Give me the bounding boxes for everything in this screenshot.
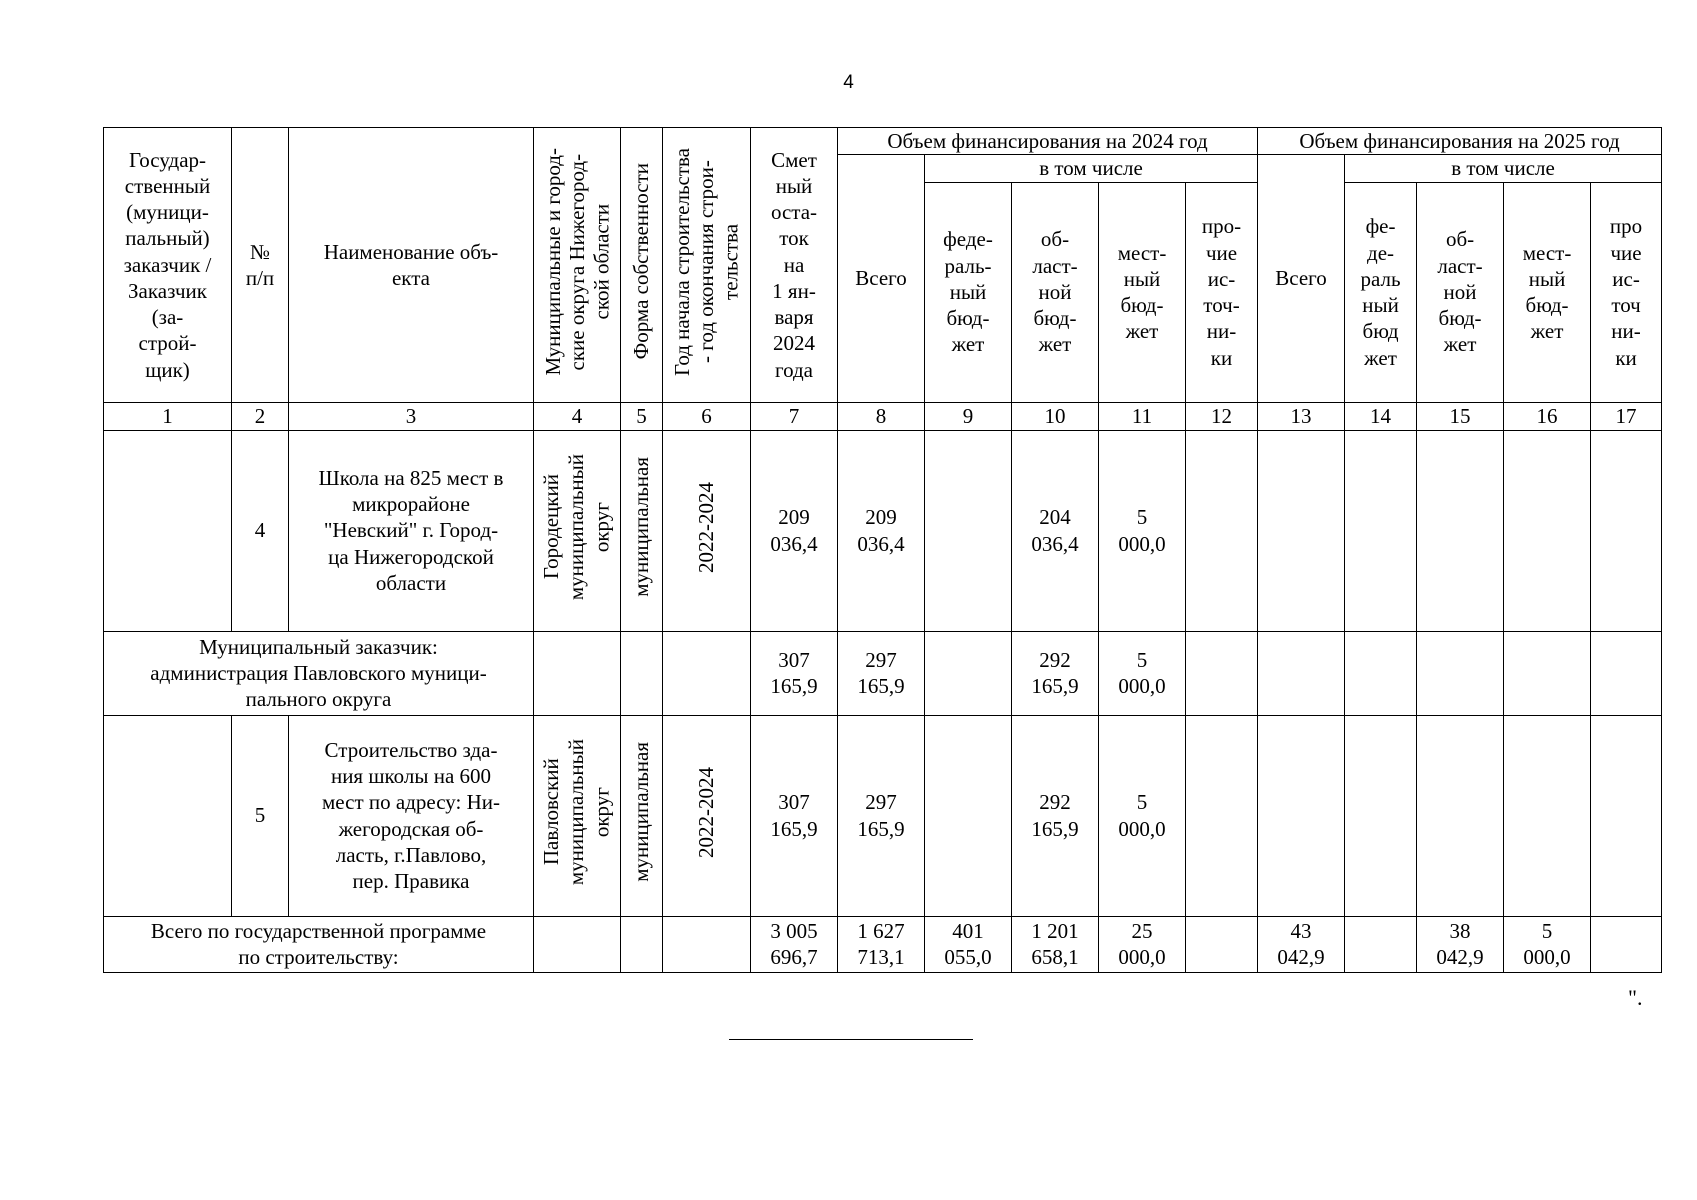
cell-federal-2024: 401 055,0 (925, 916, 1012, 972)
cell-regional-2025 (1417, 715, 1504, 916)
header-other-2024: про- чие ис- точ- ни- ки (1186, 182, 1258, 402)
column-number: 9 (925, 402, 1012, 430)
table-row (104, 430, 1662, 631)
cell-total-2025: 43 042,9 (1258, 916, 1345, 972)
column-number: 8 (838, 402, 925, 430)
header-regional-2024: об- ласт- ной бюд- жет (1012, 182, 1099, 402)
column-number: 6 (663, 402, 751, 430)
cell-other-2025 (1591, 430, 1662, 631)
cell-local-2025 (1504, 430, 1591, 631)
cell-local-2024: 5 000,0 (1099, 430, 1186, 631)
separator-line (729, 1039, 973, 1040)
cell-regional-2025: 38 042,9 (1417, 916, 1504, 972)
column-number-row (104, 402, 1662, 430)
cell-local-2024: 5 000,0 (1099, 715, 1186, 916)
header-municipal-districts: Муниципальные и город- ские округа Нижегород- ской области (534, 128, 621, 403)
construction-funding-table (103, 127, 1662, 973)
cell-years: 2022-2024 (663, 430, 751, 631)
header-object-name: Наименование объ- екта (289, 128, 534, 403)
column-number: 3 (289, 402, 534, 430)
cell-local-2024: 5 000,0 (1099, 631, 1186, 715)
header-local-2025: мест- ный бюд- жет (1504, 182, 1591, 402)
cell-object-name: Школа на 825 мест в микрорайоне "Невский" г. Город- ца Нижегородской области (289, 430, 534, 631)
cell-estimated-balance: 3 005 696,7 (751, 916, 838, 972)
header-total-2024: Всего (838, 155, 925, 402)
cell-years (663, 631, 751, 715)
cell-total-2025 (1258, 430, 1345, 631)
header-funding-2024: Объем финансирования на 2024 год (838, 128, 1258, 155)
cell-local-2025: 5 000,0 (1504, 916, 1591, 972)
cell-other-2025 (1591, 631, 1662, 715)
column-number: 13 (1258, 402, 1345, 430)
cell-other-2024 (1186, 916, 1258, 972)
closing-quote: ". (1628, 985, 1643, 1010)
cell-regional-2025 (1417, 430, 1504, 631)
cell-total-2024: 209 036,4 (838, 430, 925, 631)
cell-ownership: муниципальная (621, 430, 663, 631)
cell-total-2024: 1 627 713,1 (838, 916, 925, 972)
cell-federal-2024 (925, 430, 1012, 631)
column-number: 5 (621, 402, 663, 430)
cell-estimated-balance: 209 036,4 (751, 430, 838, 631)
cell-regional-2024: 292 165,9 (1012, 631, 1099, 715)
cell-regional-2024: 292 165,9 (1012, 715, 1099, 916)
cell-years: 2022-2024 (663, 715, 751, 916)
cell-ownership (621, 916, 663, 972)
table-row (104, 715, 1662, 916)
column-number: 2 (232, 402, 289, 430)
cell-federal-2025 (1345, 430, 1417, 631)
cell-district (534, 916, 621, 972)
header-customer: Государ- ственный (муници- пальный) заказчик / Заказчик (за- строй- щик) (104, 128, 232, 403)
cell-local-2025 (1504, 715, 1591, 916)
header-including-2025: в том числе (1345, 155, 1662, 182)
cell-total-2024: 297 165,9 (838, 631, 925, 715)
cell-estimated-balance: 307 165,9 (751, 631, 838, 715)
header-ownership: Форма собственности (621, 128, 663, 403)
column-number: 15 (1417, 402, 1504, 430)
cell-other-2025 (1591, 916, 1662, 972)
column-number: 7 (751, 402, 838, 430)
header-local-2024: мест- ный бюд- жет (1099, 182, 1186, 402)
header-regional-2025: об- ласт- ной бюд- жет (1417, 182, 1504, 402)
header-num: № п/п (232, 128, 289, 403)
column-number: 16 (1504, 402, 1591, 430)
header-other-2025: про чие ис- точ ни- ки (1591, 182, 1662, 402)
cell-ownership: муниципальная (621, 715, 663, 916)
column-number: 12 (1186, 402, 1258, 430)
header-estimated-balance: Смет ный оста- ток на 1 ян- варя 2024 года (751, 128, 838, 403)
cell-other-2025 (1591, 715, 1662, 916)
cell-regional-2024: 204 036,4 (1012, 430, 1099, 631)
header-total-2025: Всего (1258, 155, 1345, 402)
cell-regional-2024: 1 201 658,1 (1012, 916, 1099, 972)
page-number: 4 (843, 72, 854, 93)
cell-object-name: Строительство зда- ния школы на 600 мест по адресу: Ни- жегородская об- ласть, г.Павлово, пер. Правика (289, 715, 534, 916)
header-federal-2024: феде- раль- ный бюд- жет (925, 182, 1012, 402)
cell-local-2025 (1504, 631, 1591, 715)
column-number: 1 (104, 402, 232, 430)
cell-federal-2024 (925, 715, 1012, 916)
column-number: 4 (534, 402, 621, 430)
cell-federal-2025 (1345, 631, 1417, 715)
cell-num: 4 (232, 430, 289, 631)
cell-district: Павловский муниципальный округ (534, 715, 621, 916)
cell-customer (104, 430, 232, 631)
cell-total-2025 (1258, 715, 1345, 916)
header-including-2024: в том числе (925, 155, 1258, 182)
column-number: 17 (1591, 402, 1662, 430)
cell-estimated-balance: 307 165,9 (751, 715, 838, 916)
column-number: 10 (1012, 402, 1099, 430)
header-construction-years: Год начала строительства - год окончания строи- тельства (663, 128, 751, 403)
cell-district: Городецкий муниципальный округ (534, 430, 621, 631)
header-row-1 (104, 128, 1662, 155)
cell-district (534, 631, 621, 715)
cell-other-2024 (1186, 715, 1258, 916)
cell-total-2025 (1258, 631, 1345, 715)
cell-years (663, 916, 751, 972)
column-number: 11 (1099, 402, 1186, 430)
cell-regional-2025 (1417, 631, 1504, 715)
cell-grand-total-label: Всего по государственной программе по строительству: (104, 916, 534, 972)
cell-customer-label: Муниципальный заказчик: администрация Павловского муници- пального округа (104, 631, 534, 715)
cell-num: 5 (232, 715, 289, 916)
cell-local-2024: 25 000,0 (1099, 916, 1186, 972)
grand-total-row (104, 916, 1662, 972)
column-number: 14 (1345, 402, 1417, 430)
cell-other-2024 (1186, 430, 1258, 631)
cell-federal-2025 (1345, 916, 1417, 972)
cell-other-2024 (1186, 631, 1258, 715)
header-funding-2025: Объем финансирования на 2025 год (1258, 128, 1662, 155)
cell-total-2024: 297 165,9 (838, 715, 925, 916)
cell-federal-2024 (925, 631, 1012, 715)
header-federal-2025: фе- де- раль ный бюд жет (1345, 182, 1417, 402)
customer-row (104, 631, 1662, 715)
cell-customer (104, 715, 232, 916)
cell-ownership (621, 631, 663, 715)
cell-federal-2025 (1345, 715, 1417, 916)
